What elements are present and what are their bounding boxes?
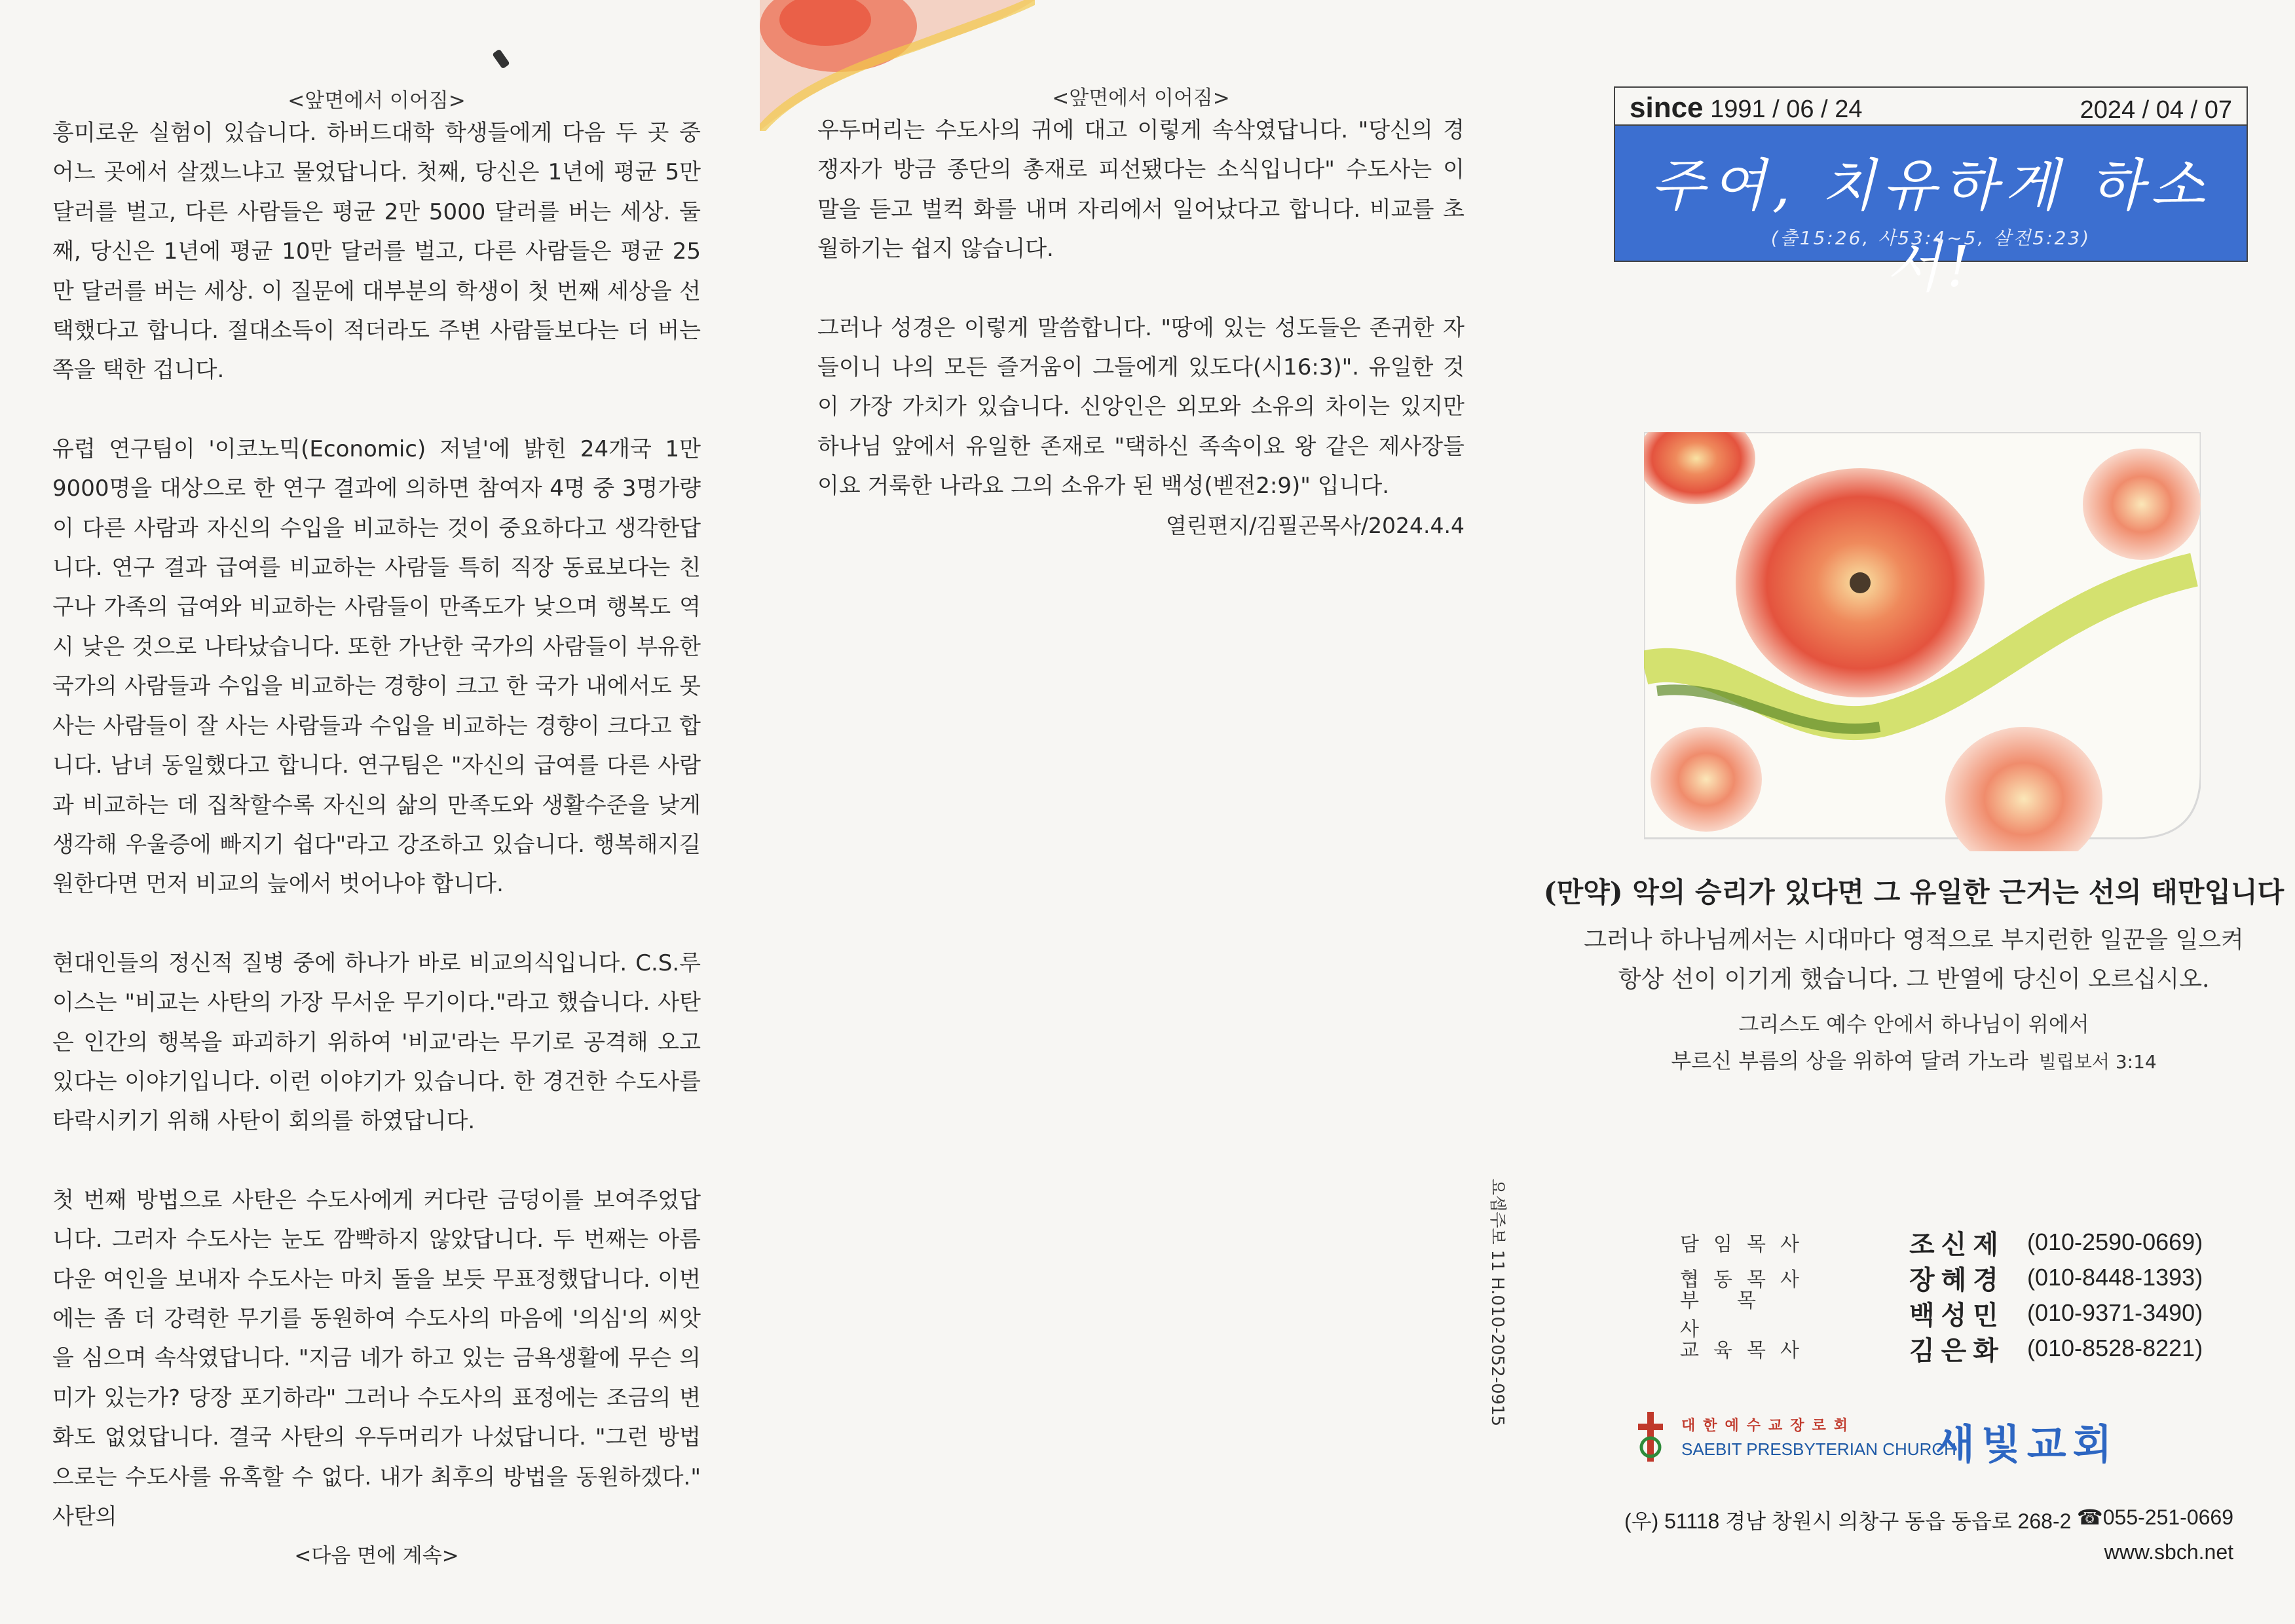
staff-title: 부목사 <box>1680 1289 1794 1341</box>
staff-row <box>1680 1225 2295 1260</box>
denomination-name: 대한예수교장로회 <box>1681 1418 1856 1434</box>
staff-phone: (010-9371-3490) <box>2027 1299 2203 1326</box>
left-page <box>0 0 760 1624</box>
continued-from-label: <앞면에서 이어짐> <box>1052 86 1230 110</box>
middle-page <box>760 0 1533 1624</box>
slogan-main: (만약) 악의 승리가 있다면 그 유일한 근거는 선의 태만입니다 <box>1543 876 2285 908</box>
masthead <box>1614 86 2248 300</box>
paragraph: 그러나 성경은 이렇게 말씀합니다. "땅에 있는 성도들은 존귀한 자들이니 나의 모든 즐거움이 그들에게 있도다(시16:3)". 유일한 것이 가장 가치가 있습니다. 신앙인은 외모와 소유의 차이는 있지만 하나님 앞에서 유일한 존재로 "택하신 족속이요 왕 같은 제사장들이요 거룩한 나라요 그의 소유가 된 백성(벧전2:9)" 입니다. <box>817 314 1465 500</box>
contact-row <box>1624 1505 2233 1535</box>
verse-line: 부르신 부름의 상을 위하여 달려 가노라 <box>1671 1048 2028 1073</box>
title-verse-refs: (출15:26, 사53:4~5, 살전5:23) <box>1770 227 2091 249</box>
slogan-sub-line: 그러나 하나님께서는 시대마다 영적으로 부지런한 일꾼을 일으켜 <box>1584 927 2244 953</box>
staff-phone: (010-8448-1393) <box>2027 1264 2203 1291</box>
masthead-band <box>1614 124 2248 300</box>
left-column <box>52 84 701 1568</box>
staff-phone: (010-2590-0669) <box>2027 1228 2203 1255</box>
staff-name: 장혜경 <box>1909 1264 2005 1295</box>
continued-from-label: <앞면에서 이어짐> <box>288 89 466 113</box>
paragraph: 첫 번째 방법으로 사탄은 수도사에게 커다란 금덩이를 보여주었답니다. 그러자 수도사는 눈도 깜빡하지 않았답니다. 두 번째는 아름다운 여인을 보내자 수도사는 마치 돌을 보듯 무표정했답니다. 이번에는 좀 더 강력한 무기를 동원하여 수도사의 마음에 '의심'의 씨앗을 심으며 속삭였답니다. "지금 네가 하고 있는 금욕생활에 무슨 의미가 있는가? 당장 포기하라" 그러나 수도사의 표정에는 조금의 변화도 없었답니다. 결국 사탄의 우두머리가 나섰답니다. "그런 방법으로는 수도사를 유혹할 수 없다. 내가 최후의 방법을 동원하겠다." 사탄의 <box>52 1187 701 1530</box>
church-english-name: SAEBIT PRESBYTERIAN CHURCH <box>1681 1439 1956 1459</box>
since-date: 1991 / 06 / 24 <box>1710 96 1863 123</box>
staff-name: 백성민 <box>1909 1300 2005 1331</box>
church-name: 새빛교회 <box>1935 1420 2119 1468</box>
side-note <box>1487 1179 1525 1454</box>
slogan-sub <box>1533 921 2295 999</box>
staff-list <box>1680 1225 2295 1366</box>
staff-row <box>1680 1331 2295 1366</box>
church-address: (우) 51118 경남 창원시 의창구 동읍 동읍로 268-2 <box>1624 1509 2072 1533</box>
paragraph: 유럽 연구팀이 '이코노믹(Economic) 저널'에 밝힌 24개국 1만 9000명을 대상으로 한 연구 결과에 의하면 참여자 4명 중 3명가량이 다른 사람과 자신의 수입을 비교하는 것이 중요하다고 생각한답니다. 연구 결과 급여를 비교하는 사람들 특히 직장 동료보다는 친구나 가족의 급여와 비교하는 사람들이 만족도가 낮으며 행복도 역시 낮은 것으로 나타났습니다. 또한 가난한 국가의 사람들이 부유한 국가의 사람들과 수입을 비교하는 경향이 크고 한 국가 내에서도 못사는 사람들이 잘 사는 사람들과 수입을 비교하는 경향이 크다고 합니다. 남녀 동일했다고 합니다. 연구팀은 "자신의 급여를 다른 사람과 비교하는 데 집착할수록 자신의 삶의 만족도와 생활수준을 낮게 생각해 우울증에 빠지기 쉽다"라고 강조하고 있습니다. 행복해지길 원한다면 먼저 비교의 늪에서 벗어나야 합니다. <box>52 435 701 898</box>
contact-info <box>1624 1505 2233 1564</box>
verse-reference: 빌립보서 3:14 <box>2038 1051 2157 1073</box>
church-phone: ☎055-251-0669 <box>2076 1505 2233 1529</box>
staff-name: 김은화 <box>1909 1335 2005 1366</box>
staff-name: 조신제 <box>1909 1229 2005 1260</box>
paragraph: 우두머리는 수도사의 귀에 대고 이렇게 속삭였답니다. "당신의 경쟁자가 방금 종단의 총재로 피선됐다는 소식입니다" 수도사는 이 말을 듣고 벌컥 화를 내며 자리에서 일어났다고 합니다. 비교를 초월하기는 쉽지 않습니다. <box>817 117 1465 263</box>
church-website: www.sbch.net <box>2104 1540 2233 1564</box>
masthead-date-bar <box>1614 86 2248 124</box>
signature: 열린편지/김필곤목사/2024.4.4 <box>1165 512 1465 538</box>
side-note-text: 요셉주보 11 H.010-2052-0915 <box>1487 1179 1507 1427</box>
church-identity <box>1634 1408 2224 1467</box>
paragraph: 현대인들의 정신적 질병 중에 하나가 바로 비교의식입니다. C.S.루이스는 "비교는 사탄의 가장 무서운 무기이다."라고 했습니다. 사탄은 인간의 행복을 파괴하기 위하여 '비교'라는 무기로 공격해 오고 있다는 이야기입니다. 이런 이야기가 있습니다. 한 경건한 수도사를 타락시키기 위해 사탄이 회의를 하였답니다. <box>52 950 701 1135</box>
church-cross-logo-icon <box>1634 1412 1667 1462</box>
flower-painting <box>1644 432 2201 851</box>
bulletin-title: 주여, 치유하게 하소서! <box>1650 153 2212 300</box>
middle-column <box>817 81 1465 540</box>
staff-title: 교육목사 <box>1680 1339 1814 1362</box>
staff-row <box>1680 1289 2295 1341</box>
since-label: since <box>1630 92 1704 124</box>
theme-verse <box>1533 1006 2295 1080</box>
continued-on-label: <다음 면에 계속> <box>294 1544 459 1568</box>
slogan-sub-line: 항상 선이 이기게 했습니다. 그 반열에 당신이 오르십시오. <box>1618 966 2210 993</box>
staff-phone: (010-8528-8221) <box>2027 1335 2203 1361</box>
staff-title: 협동목사 <box>1680 1268 1814 1291</box>
verse-line-2 <box>1533 1043 2295 1080</box>
ink-speck <box>492 49 510 69</box>
issue-date: 2024 / 04 / 07 <box>2080 96 2232 124</box>
paragraph: 흥미로운 실험이 있습니다. 하버드대학 학생들에게 다음 두 곳 중 어느 곳에서 살겠느냐고 물었답니다. 첫째, 당신은 1년에 평균 5만 달러를 벌고, 다른 사람들은 평균 2만 5000 달러를 버는 세상. 둘째, 당신은 1년에 평균 10만 달러를 벌고, 다른 사람들은 평균 25만 달러를 버는 세상. 이 질문에 대부분의 학생이 첫 번째 세상을 선택했다고 합니다. 절대소득이 적더라도 주변 사람들보다는 더 버는 쪽을 택한 겁니다. <box>52 120 701 384</box>
staff-title: 담임목사 <box>1680 1233 1814 1256</box>
cover-page <box>1533 0 2295 1624</box>
verse-line: 그리스도 예수 안에서 하나님이 위에서 <box>1738 1012 2089 1037</box>
since-block <box>1630 92 1863 124</box>
